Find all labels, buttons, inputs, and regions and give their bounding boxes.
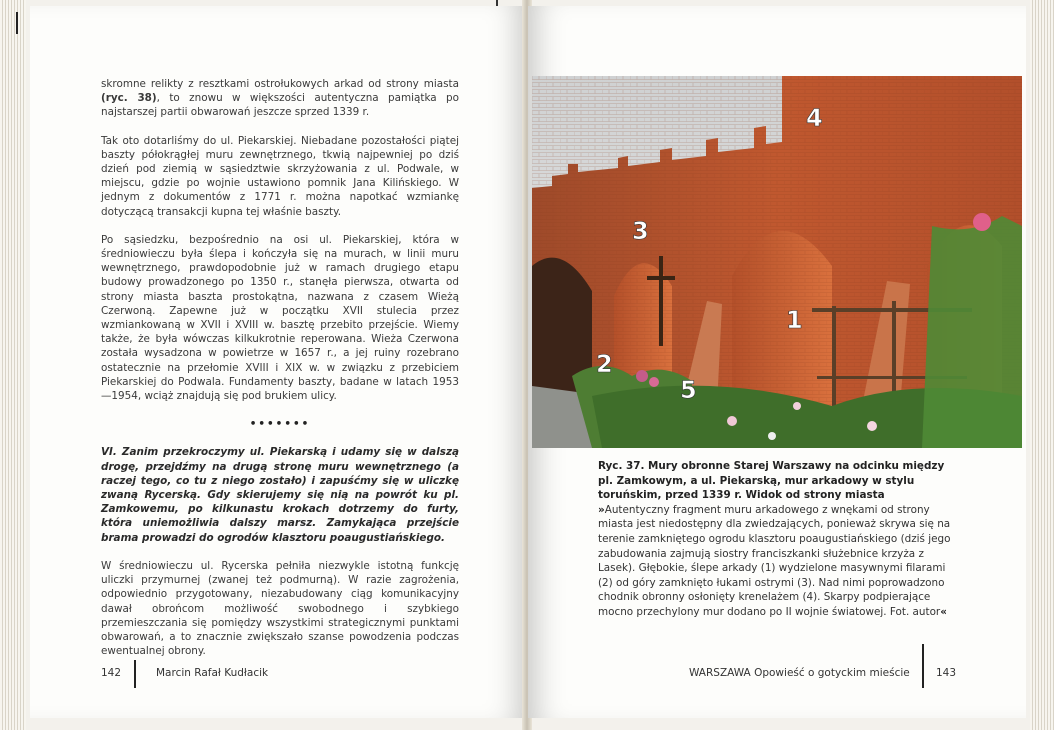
section-separator: ••••••• <box>249 418 311 431</box>
paragraph-1-text-end: , to znowu w większości autentyczna pamiątka po najstarszej partii obwarowań jeszcze sprzed 1339 r. <box>101 92 459 119</box>
paragraph-1-text: skromne relikty z resztkami ostrołukowych arkad od strony miasta <box>101 78 459 90</box>
left-folio-separator <box>134 660 136 688</box>
section-vi-intro: VI. Zanim przekroczymy ul. Piekarską i udamy się w dalszą drogę, przejdźmy na drugą stronę muru wewnętrznego (a raczej tego, co tu z niego zostało) i zapuśćmy się w uliczkę zwaną Rycerską. Gdy skierujemy się nią na powrót ku pl. Zamkowemu, po kilkunastu krokach dotrzemy do furty, która uniemożliwia dalszy marsz. Zamykająca przejście brama prowadzi do ogrodów klasztoru poaugustiańskiego. <box>101 446 459 544</box>
photo-label-2: 2 <box>596 350 613 378</box>
figure-reference: (ryc. 38) <box>101 92 157 105</box>
figure-caption <box>598 459 958 620</box>
left-edge-marker <box>16 12 18 34</box>
caption-end-mark: « <box>940 605 947 618</box>
author-name: Marcin Rafał Kudłacik <box>156 667 269 679</box>
paragraph-1 <box>101 77 459 120</box>
caption-text: Autentyczny fragment muru arkadowego z wnękami od strony miasta jest niedostępny dla zwiedzających, ponieważ skrywa się na terenie zamkniętego ogrodu klasztoru poaugustiańskiego (dziś jego zabudowania zajmują siostry franciszkanki służebnice krzyża z Lasek). Głębokie, ślepe arkady (1) wydzielone masywnymi filarami (2) od góry zamknięto łukami ostrymi (3). Nad nimi poprowadzono chodnik obronny osłonięty krenelażem (4). Skarpy podpierające mocno przechylony mur dodano po II wojnie światowej. Fot. autor <box>598 503 951 618</box>
right-page-number: 143 <box>936 667 957 679</box>
paragraph-2: Tak oto dotarliśmy do ul. Piekarskiej. Niebadane pozostałości piątej baszty półokrągłej muru zewnętrznego, tkwią najpewniej po dziś dzień pod ziemią w sąsiedztwie skrzyżowania z ul. Podwale, w miejscu, gdzie po wojnie ustawiono pomnik Jana Kilińskiego. W jednym z dokumentów z 1771 r. można napotkać wzmiankę dotyczącą transakcji kupna tej właśnie baszty. <box>101 134 459 218</box>
running-title: WARSZAWA Opowieść o gotyckim mieście <box>689 667 910 679</box>
photo-label-4: 4 <box>806 104 823 132</box>
paragraph-last: W średniowieczu ul. Rycerska pełniła niezwykle istotną funkcję uliczki przymurnej (zwanej też podmurną). W razie zagrożenia, odpowiednio przygotowany, niezabudowany ciąg komunikacyjny dawał obrońcom możliwość swobodnego i szybkiego przemieszczania się pomiędzy wszystkimi strategicznymi punktami obwarowań, a to znacznie zwiększało szanse powodzenia podczas ewentualnej obrony. <box>101 559 459 658</box>
city-walls-photo <box>532 76 1022 448</box>
right-page-edges <box>1030 0 1054 730</box>
paragraph-3: Po sąsiedzku, bezpośrednio na osi ul. Piekarskiej, która w średniowieczu była ślepa i kończyła się na murach, w linii muru wewnętrznego, prawdopodobnie już w ramach drugiego etapu budowy prowadzonego po 1350 r., stanęła pierwsza, otwarta od strony miasta baszta prostokątna, nazwana z czasem Wieżą Czerwoną. Zapewne już w początku XVII stulecia przez wzmiankowaną w XVII i XVIII w. basztę przebito przejście. Wiemy także, że była wówczas kilkukrotnie reperowana. Wieża Czerwona została wysadzona w powietrze w 1657 r., a jej ruiny rozebrano ostatecznie na przełomie XVIII i XIX w. w związku z przebiciem Piekarskiej do Podwala. Fundamenty baszty, badane w latach 1953—1954, wciąż znajdują się pod brukiem ulicy. <box>101 233 459 403</box>
left-page-text <box>101 77 459 672</box>
photo-label-5: 5 <box>680 376 697 404</box>
photo-label-3: 3 <box>632 217 649 245</box>
photo-label-1: 1 <box>786 306 803 334</box>
left-page-number: 142 <box>101 667 122 679</box>
right-folio-separator <box>922 644 924 688</box>
left-page-edges <box>0 0 26 730</box>
caption-title: Ryc. 37. Mury obronne Starej Warszawy na odcinku między pl. Zamkowym, a ul. Piekarską, mur arkadowy w stylu toruńskim, przed 1339 r. Widok od strony miasta » <box>598 460 945 516</box>
